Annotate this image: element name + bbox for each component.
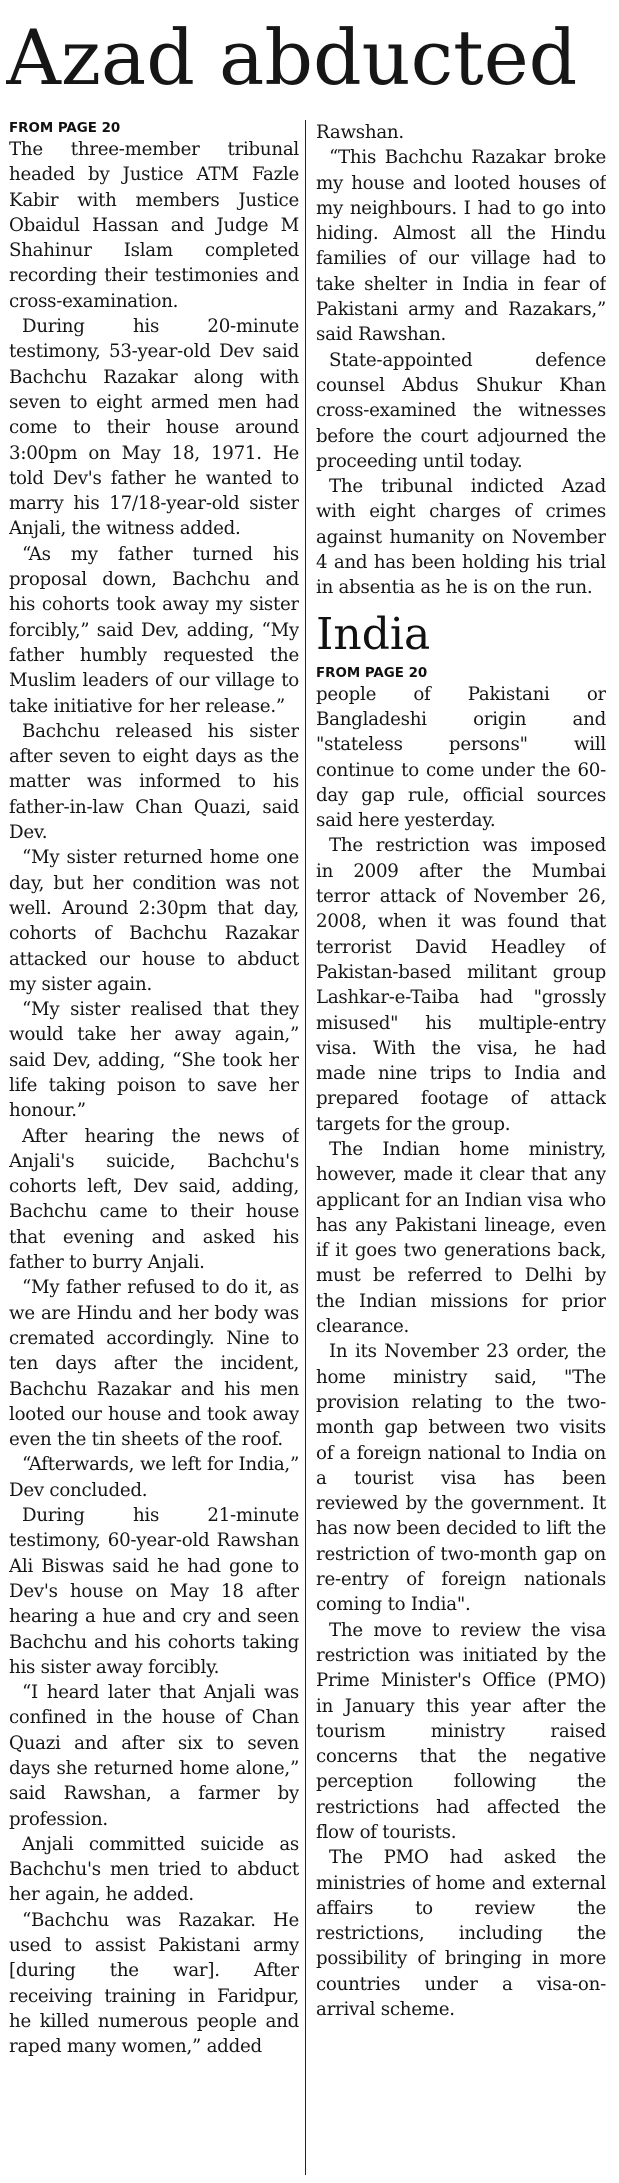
column-divider	[305, 120, 306, 2175]
body-paragraph: “This Bachchu Razakar broke my house and looted houses of my neighbours. I had to go into hiding. Almost all the Hindu families of our village had to take shelter in India in fear of Pakistani army and Razakars,” said Rawshan.	[316, 147, 606, 346]
body-paragraph: “My sister returned home one day, but her condition was not well. Around 2:30pm that day, cohorts of Bachchu Razakar attacked our house to abduct my sister again.	[9, 847, 299, 995]
second-headline: India	[316, 608, 431, 660]
body-paragraph: After hearing the news of Anjali's suicide, Bachchu's cohorts left, Dev said, adding, Bachchu came to their house that evening and asked his father to burry Anjali.	[9, 1125, 299, 1274]
body-paragraph: people of Pakistani or Bangladeshi origin and "stateless persons" will continue to come under the 60-day gap rule, official sources said here yesterday.	[316, 683, 606, 832]
body-paragraph: Rawshan.	[316, 122, 404, 143]
body-paragraph: The restriction was imposed in 2009 after the Mumbai terror attack of November 26, 2008, when it was found that terrorist David Headley of Pakistan-based militant group Lashkar-e-Taiba had "grossly misused" his multiple-entry visa. With the visa, he had made nine trips to India and prepared footage of attack targets for the group.	[316, 835, 606, 1135]
second-from-page-label: FROM PAGE 20	[316, 665, 428, 681]
right-column	[316, 120, 606, 2178]
body-paragraph: “My sister realised that they would take her away again,” said Dev, adding, “She took her life taking poison to save her honour.”	[9, 999, 299, 1122]
body-paragraph: The tribunal indicted Azad with eight charges of crimes against humanity on November 4 and has been holding his trial in absentia as he is on the run.	[316, 476, 606, 599]
body-paragraph: “As my father turned his proposal down, Bachchu and his cohorts took away my sister forcibly,” said Dev, adding, “My father humbly requested the Muslim leaders of our village to take initiative for her release.”	[9, 543, 299, 717]
body-paragraph: Anjali committed suicide as Bachchu's men tried to abduct her again, he added.	[9, 1833, 299, 1906]
body-paragraph: “Bachchu was Razakar. He used to assist Pakistani army [during the war]. After receiving training in Faridpur, he killed numerous people and raped many women,” added	[9, 1909, 299, 2058]
body-paragraph: During his 20-minute testimony, 53-year-old Dev said Bachchu Razakar along with seven to eight armed men had come to their house around 3:00pm on May 18, 1971. He told Dev's father he wanted to marry his 17/18-year-old sister Anjali, the witness added.	[9, 316, 299, 540]
body-paragraph: The PMO had asked the ministries of home and external affairs to review the restrictions, including the possibility of bringing in more countries under a visa-on-arrival scheme.	[316, 1847, 606, 2021]
body-paragraph: During his 21-minute testimony, 60-year-old Rawshan Ali Biswas said he had gone to Dev's house on May 18 after hearing a hue and cry and seen Bachchu and his cohorts taking his sister away forcibly.	[9, 1505, 299, 1678]
body-paragraph: State-appointed defence counsel Abdus Shukur Khan cross-examined the witnesses before the court adjourned the proceeding until today.	[316, 349, 606, 472]
body-paragraph: The three-member tribunal headed by Justice ATM Fazle Kabir with members Justice Obaidul Hassan and Judge M Shahinur Islam completed recording their testimonies and cross-examination.	[9, 139, 299, 312]
main-headline: Azad abducted	[6, 13, 578, 102]
body-paragraph: “My father refused to do it, as we are Hindu and her body was cremated accordingly. Nine to ten days after the incident, Bachchu Razakar and his men looted our house and took away even the tin sheets of the roof.	[9, 1277, 299, 1451]
body-paragraph: “I heard later that Anjali was confined in the house of Chan Quazi and after six to seven days she returned home alone,” said Rawshan, a farmer by profession.	[9, 1682, 299, 1830]
body-paragraph: In its November 23 order, the home ministry said, "The provision relating to the two-month gap between two visits of a foreign national to India on a tourist visa has been reviewed by the government. It has now been decided to lift the restriction of two-month gap on re-entry of foreign nationals coming to India".	[316, 1341, 606, 1616]
body-paragraph: The Indian home ministry, however, made it clear that any applicant for an Indian visa who has any Pakistani lineage, even if it goes two generations back, must be referred to Delhi by the Indian missions for prior clearance.	[316, 1138, 606, 1338]
body-paragraph: Bachchu released his sister after seven to eight days as the matter was informed to his father-in-law Chan Quazi, said Dev.	[9, 720, 299, 844]
body-paragraph: “Afterwards, we left for India,” Dev concluded.	[9, 1454, 299, 1501]
main-story-column	[9, 120, 299, 2178]
main-from-page-label: FROM PAGE 20	[9, 121, 121, 136]
body-paragraph: The move to review the visa restriction was initiated by the Prime Minister's Office (PMO) in January this year after the tourism ministry raised concerns that the negative perception following the restrictions had affected the flow of tourists.	[316, 1619, 606, 1843]
